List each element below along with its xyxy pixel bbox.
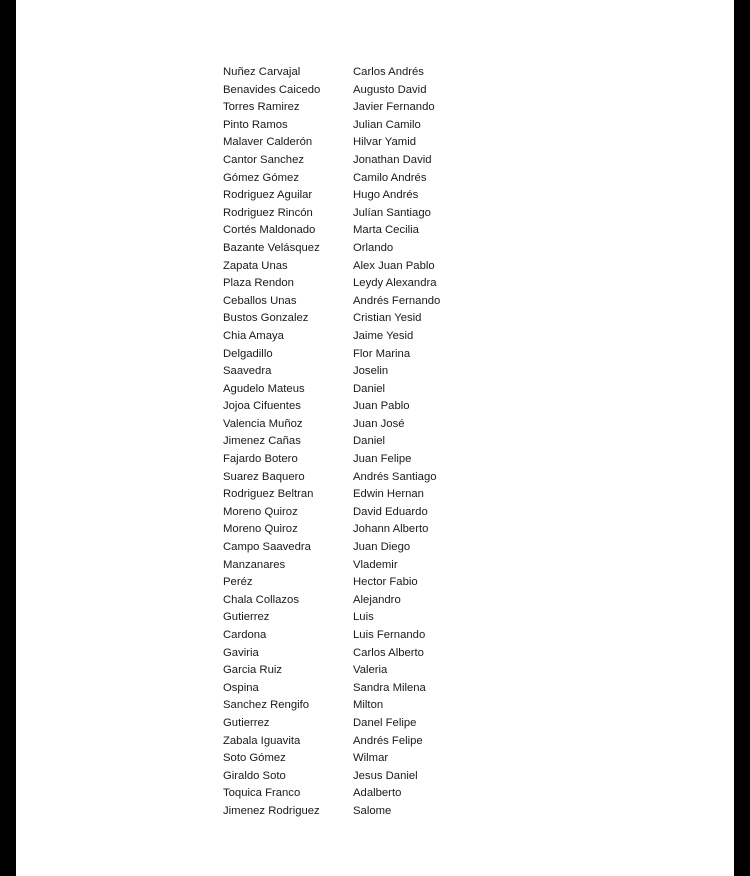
given-name-cell: Juan José [353, 417, 405, 430]
surname-cell: Ceballos Unas [223, 294, 297, 307]
given-name-cell: Juan Diego [353, 541, 411, 554]
name-row [223, 205, 493, 223]
surname-cell: Delgadillo [223, 347, 273, 360]
surname-cell: Rodriguez Aguilar [223, 189, 313, 202]
given-name-cell: Orlando [353, 241, 394, 254]
given-name-cell: Alejandro [353, 593, 401, 606]
given-name-cell: Hector Fabio [353, 576, 418, 589]
name-row [223, 240, 493, 258]
given-name-cell: Camilo Andrés [353, 171, 427, 184]
surname-cell: Plaza Rendon [223, 277, 294, 290]
surname-cell: Manzanares [223, 558, 286, 571]
surname-cell: Pinto Ramos [223, 118, 288, 131]
name-row [223, 680, 493, 698]
given-name-cell: Adalberto [353, 787, 402, 800]
surname-cell: Garcia Ruiz [223, 664, 283, 677]
surname-cell: Nuñez Carvajal [223, 66, 301, 78]
surname-cell: Gaviria [223, 646, 259, 659]
surname-cell: Cortés Maldonado [223, 224, 316, 237]
given-name-cell: Jonathan David [353, 153, 432, 166]
given-name-cell: Vlademir [353, 558, 398, 571]
surname-cell: Gutierrez [223, 611, 270, 624]
given-name-cell: Daniel [353, 382, 386, 395]
given-name-cell: Andrés Santiago [353, 470, 437, 483]
given-name-cell: Salome [353, 804, 392, 817]
name-row [223, 750, 493, 768]
surname-cell: Chia Amaya [223, 329, 284, 342]
name-row [223, 293, 493, 311]
given-name-cell: Edwin Hernan [353, 488, 424, 501]
surname-cell: Malaver Calderón [223, 136, 313, 149]
surname-cell: Giraldo Soto [223, 769, 286, 782]
name-row [223, 451, 493, 469]
given-name-cell: Jaime Yesid [353, 329, 414, 342]
given-name-cell: Javier Fernando [353, 101, 435, 114]
given-name-cell: Wilmar [353, 752, 389, 765]
name-row [223, 697, 493, 715]
name-row [223, 733, 493, 751]
name-row [223, 170, 493, 188]
given-name-cell: David Eduardo [353, 505, 428, 518]
surname-cell: Torres Ramirez [223, 101, 300, 114]
name-row [223, 768, 493, 786]
surname-cell: Gutierrez [223, 716, 270, 729]
name-list [223, 64, 493, 821]
given-name-cell: Juan Felipe [353, 453, 412, 466]
name-row [223, 82, 493, 100]
given-name-cell: Joselin [353, 365, 389, 378]
surname-cell: Bustos Gonzalez [223, 312, 309, 325]
surname-cell: Saavedra [223, 365, 272, 378]
surname-cell: Ospina [223, 681, 259, 694]
surname-cell: Chala Collazos [223, 593, 299, 606]
name-row [223, 117, 493, 135]
name-row [223, 662, 493, 680]
surname-cell: Sanchez Rengifo [223, 699, 310, 712]
surname-cell: Suarez Baquero [223, 470, 305, 483]
given-name-cell: Sandra Milena [353, 681, 426, 694]
name-row [223, 609, 493, 627]
given-name-cell: Juan Pablo [353, 400, 410, 413]
given-name-cell: Luis [353, 611, 374, 624]
surname-cell: Jimenez Rodriguez [223, 804, 320, 817]
name-row [223, 715, 493, 733]
name-row [223, 310, 493, 328]
name-row [223, 64, 493, 82]
name-row [223, 187, 493, 205]
surname-cell: Fajardo Botero [223, 453, 298, 466]
name-row [223, 645, 493, 663]
surname-cell: Rodriguez Rincón [223, 206, 313, 219]
surname-cell: Bazante Velásquez [223, 241, 320, 254]
surname-cell: Agudelo Mateus [223, 382, 305, 395]
given-name-cell: Milton [353, 699, 384, 712]
name-row [223, 433, 493, 451]
surname-cell: Zapata Unas [223, 259, 288, 272]
surname-cell: Moreno Quiroz [223, 505, 298, 518]
name-row [223, 469, 493, 487]
name-row [223, 346, 493, 364]
surname-cell: Peréz [223, 576, 253, 589]
name-row [223, 134, 493, 152]
surname-cell: Campo Saavedra [223, 541, 311, 554]
given-name-cell: Hilvar Yamid [353, 136, 416, 149]
name-row [223, 99, 493, 117]
name-row [223, 222, 493, 240]
given-name-cell: Leydy Alexandra [353, 277, 437, 290]
surname-cell: Moreno Quiroz [223, 523, 298, 536]
surname-cell: Toquica Franco [223, 787, 301, 800]
surname-cell: Jojoa Cifuentes [223, 400, 301, 413]
given-name-cell: Johann Alberto [353, 523, 429, 536]
surname-cell: Cardona [223, 629, 267, 641]
document-page [16, 0, 734, 876]
name-row [223, 557, 493, 575]
surname-cell: Jimenez Cañas [223, 435, 301, 448]
given-name-cell: Valeria [353, 664, 388, 677]
surname-cell: Cantor Sanchez [223, 153, 305, 166]
given-name-cell: Augusto David [353, 83, 427, 96]
surname-cell: Zabala Iguavita [223, 734, 301, 747]
name-row [223, 627, 493, 645]
given-name-cell: Flor Marina [353, 347, 411, 360]
name-row [223, 504, 493, 522]
name-row [223, 592, 493, 610]
name-row [223, 258, 493, 276]
given-name-cell: Marta Cecilia [353, 224, 419, 237]
name-row [223, 416, 493, 434]
name-row [223, 275, 493, 293]
given-name-cell: Hugo Andrés [353, 189, 419, 202]
given-name-cell: Luis Fernando [353, 629, 426, 641]
name-row [223, 803, 493, 821]
name-row [223, 152, 493, 170]
name-row [223, 539, 493, 557]
name-row [223, 328, 493, 346]
given-name-cell: Julían Santiago [353, 206, 431, 219]
given-name-cell: Andrés Fernando [353, 294, 441, 307]
surname-cell: Soto Gómez [223, 752, 286, 765]
surname-cell: Rodriguez Beltran [223, 488, 314, 501]
given-name-cell: Alex Juan Pablo [353, 259, 435, 272]
given-name-cell: Cristian Yesid [353, 312, 422, 325]
name-row [223, 785, 493, 803]
name-row [223, 521, 493, 539]
surname-cell: Valencia Muñoz [223, 417, 303, 430]
given-name-cell: Julian Camilo [353, 118, 421, 131]
given-name-cell: Danel Felipe [353, 716, 417, 729]
given-name-cell: Daniel [353, 435, 386, 448]
given-name-cell: Andrés Felipe [353, 734, 423, 747]
name-row [223, 486, 493, 504]
given-name-cell: Jesus Daniel [353, 769, 418, 782]
surname-cell: Benavides Caicedo [223, 83, 321, 96]
name-row [223, 363, 493, 381]
name-row [223, 574, 493, 592]
name-row [223, 398, 493, 416]
name-row [223, 381, 493, 399]
given-name-cell: Carlos Alberto [353, 646, 424, 659]
given-name-cell: Carlos Andrés [353, 66, 424, 78]
surname-cell: Gómez Gómez [223, 171, 299, 184]
